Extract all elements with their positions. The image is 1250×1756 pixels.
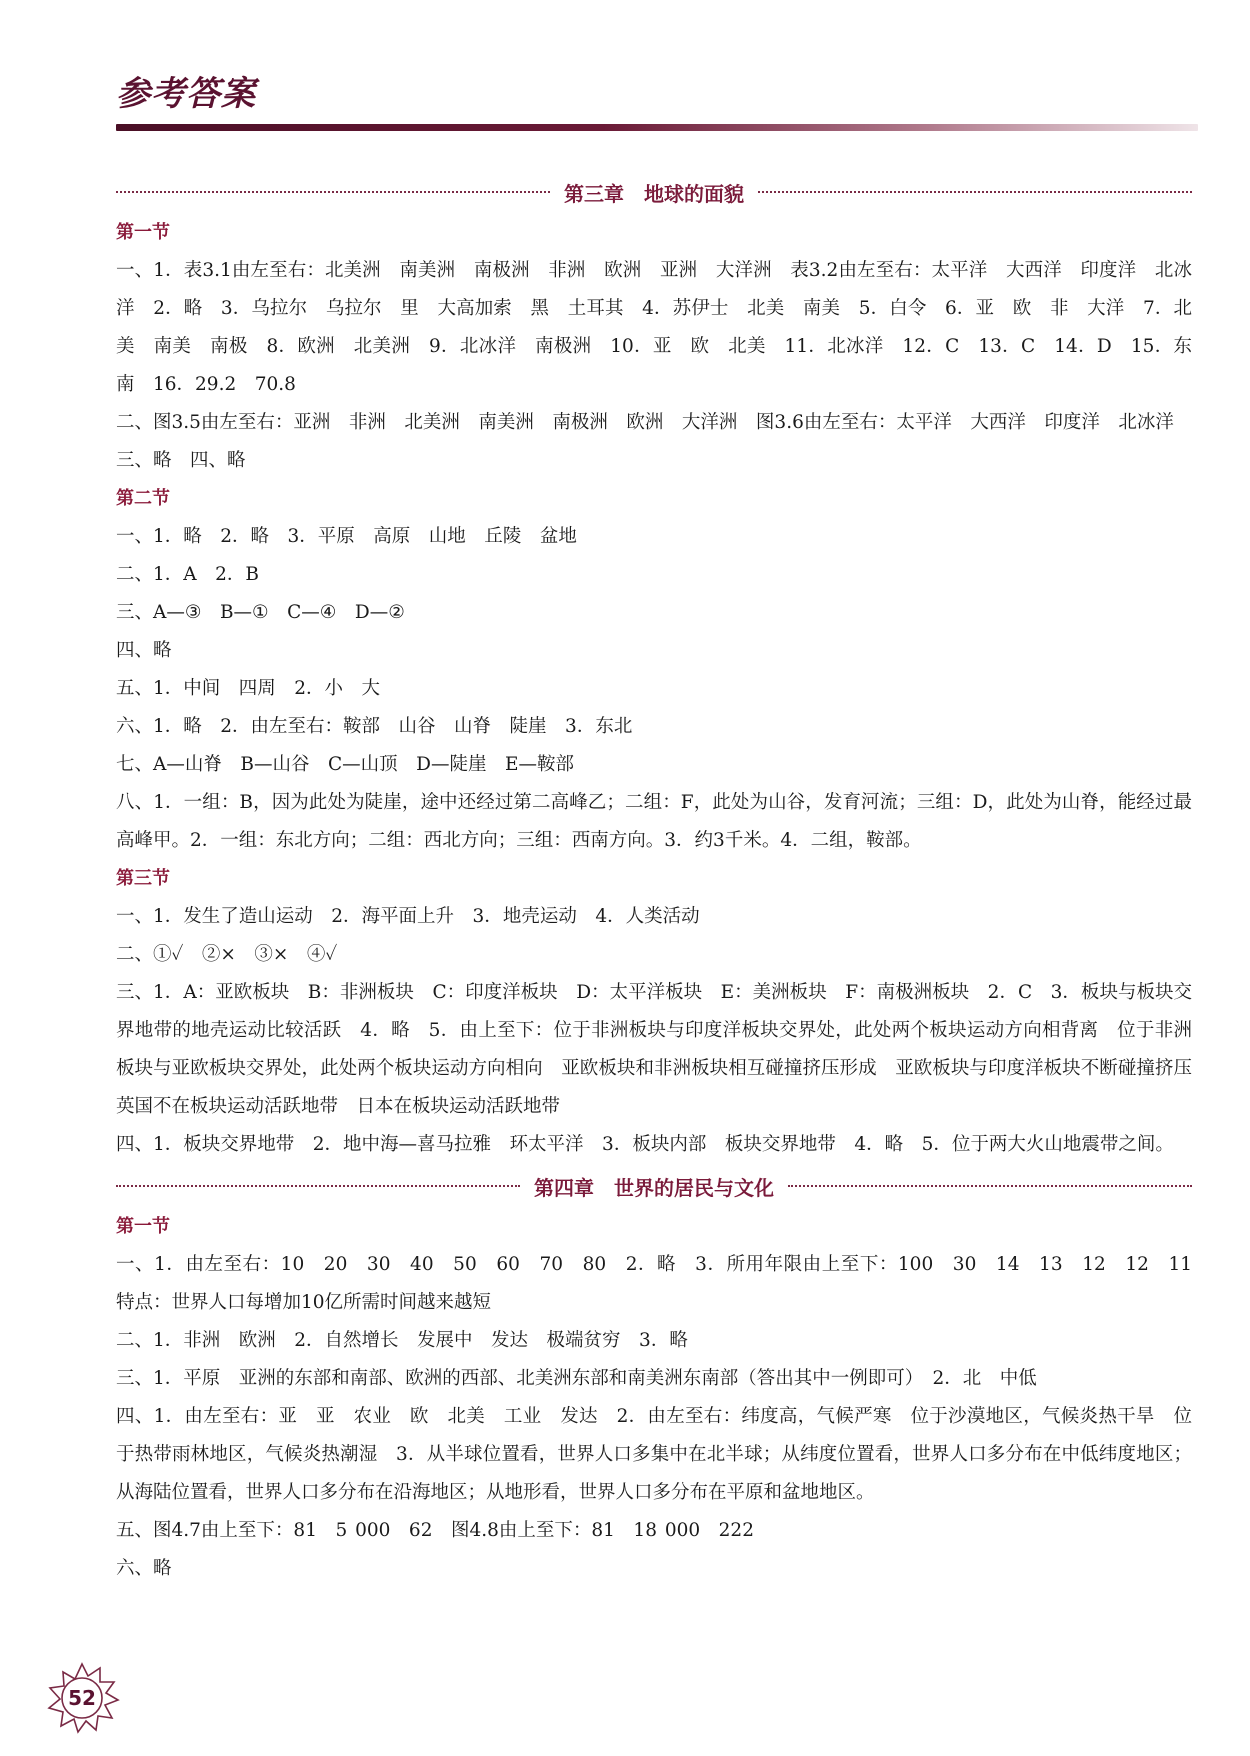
section-title: 第一节	[116, 222, 170, 243]
answer-paragraph: 四、1．由左至右：亚 亚 农业 欧 北美 工业 发达 2．由左至右：纬度高，气候严寒 位于沙漠地区，气候炎热干旱 位于热带雨林地区，气候炎热潮湿 3．从半球位置看，世界人口多集中在北半球；从纬度位置看，世界人口多分布在中低纬度地区；从海陆位置看，世界人口多分布在沿海地区；从地形看，世界人口多分布在平原和盆地地区。	[116, 1406, 1192, 1503]
section-title: 第三节	[116, 868, 170, 889]
page-number-badge	[44, 1660, 120, 1736]
chapter-heading	[116, 1164, 1192, 1208]
answer-content	[116, 170, 1211, 1588]
answer-paragraph: 一、1．由左至右：10 20 30 40 50 60 70 80 2．略 3．所用年限由上至下：100 30 14 13 12 12 11 特点：世界人口每增加10亿所需时间越来越短	[116, 1254, 1211, 1313]
answer-paragraph: 一、1．表3.1由左至右：北美洲 南美洲 南极洲 非洲 欧洲 亚洲 大洋洲 表3.2由左至右：太平洋 大西洋 印度洋 北冰洋 2．略 3．乌拉尔 乌拉尔 里 大高加索 黑 土耳其 4．苏伊士 北美 南美 5．白令 6．亚 欧 非 大洋 7．北美 南美 南极 8．欧洲 北美洲 9．北冰洋 南极洲 10．亚 欧 北美 11．北冰洋 12．C 13．C 14．D 15．东 南 16．29.2 70.8	[116, 260, 1211, 395]
answer-paragraph: 二、图3.5由左至右：亚洲 非洲 北美洲 南美洲 南极洲 欧洲 大洋洲 图3.6由左至右：太平洋 大西洋 印度洋 北冰洋	[116, 412, 1174, 433]
chapter-title: 第三章 地球的面貌	[564, 181, 744, 206]
dotted-rule-right	[758, 191, 1192, 193]
answer-paragraph: 三、略 四、略	[116, 450, 246, 471]
dotted-rule-right	[788, 1185, 1192, 1187]
page-number: 52	[68, 1686, 96, 1710]
answer-paragraph: 一、1．略 2．略 3．平原 高原 山地 丘陵 盆地	[116, 526, 577, 547]
answer-paragraph: 七、A—山脊 B—山谷 C—山顶 D—陡崖 E—鞍部	[116, 754, 574, 775]
page-header-title: 参考答案	[116, 74, 256, 114]
answer-paragraph: 一、1．发生了造山运动 2．海平面上升 3．地壳运动 4．人类活动	[116, 906, 700, 927]
answer-paragraph: 二、①✓ ②× ③× ④✓	[116, 944, 338, 965]
answer-paragraph: 六、略	[116, 1558, 172, 1579]
answer-paragraph: 五、1．中间 四周 2．小 大	[116, 678, 381, 699]
dotted-rule-left	[116, 191, 550, 193]
section-title: 第一节	[116, 1216, 170, 1237]
answer-paragraph: 四、略	[116, 640, 172, 661]
answer-paragraph: 三、1．平原 亚洲的东部和南部、欧洲的西部、北美洲东部和南美洲东南部（答出其中一例即可） 2．北 中低	[116, 1368, 1037, 1389]
chapter-title: 第四章 世界的居民与文化	[534, 1175, 774, 1200]
answer-paragraph: 四、1．板块交界地带 2．地中海—喜马拉雅 环太平洋 3．板块内部 板块交界地带 4．略 5．位于两大火山地震带之间。	[116, 1134, 1174, 1155]
chapter-heading	[116, 170, 1192, 214]
header-divider-bar	[116, 124, 1198, 131]
answer-paragraph: 六、1．略 2．由左至右：鞍部 山谷 山脊 陡崖 3．东北	[116, 716, 633, 737]
answer-paragraph: 三、A—③ B—① C—④ D—②	[116, 602, 405, 623]
answer-paragraph: 三、1．A：亚欧板块 B：非洲板块 C：印度洋板块 D：太平洋板块 E：美洲板块 F：南极洲板块 2．C 3．板块与板块交界地带的地壳运动比较活跃 4．略 5．由上至下：位于非洲板块与印度洋板块交界处，此处两个板块运动方向相背离 位于非洲板块与亚欧板块交界处，此处两个板块运动方向相向 亚欧板块和非洲板块相互碰撞挤压形成 亚欧板块与印度洋板块不断碰撞挤压 英国不在板块运动活跃地带 日本在板块运动活跃地带	[116, 982, 1211, 1117]
answer-paragraph: 八、1．一组：B，因为此处为陡崖，途中还经过第二高峰乙；二组：F，此处为山谷，发育河流；三组：D，此处为山脊，能经过最高峰甲。2．一组：东北方向；二组：西北方向；三组：西南方向。3．约3千米。4．二组，鞍部。	[116, 792, 1192, 851]
answer-paragraph: 二、1．A 2．B	[116, 564, 259, 585]
answer-paragraph: 五、图4.7由上至下：81 5 000 62 图4.8由上至下：81 18 000 222	[116, 1520, 754, 1541]
dotted-rule-left	[116, 1185, 520, 1187]
answer-paragraph: 二、1．非洲 欧洲 2．自然增长 发展中 发达 极端贫穷 3．略	[116, 1330, 688, 1351]
section-title: 第二节	[116, 488, 170, 509]
